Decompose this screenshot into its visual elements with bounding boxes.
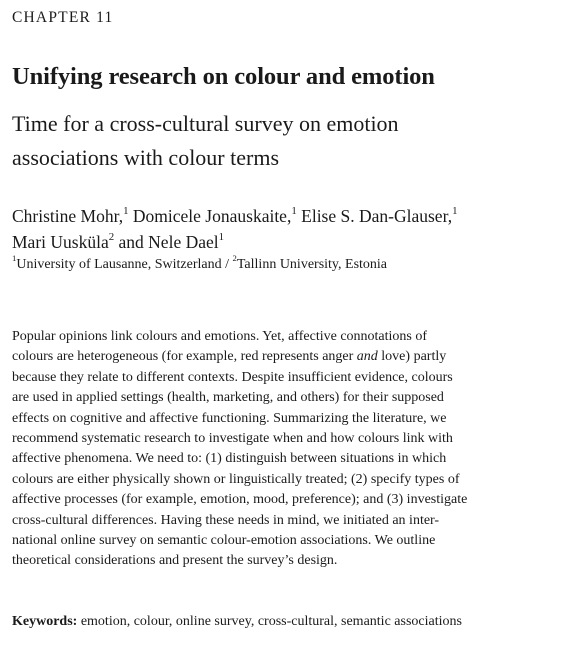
abstract-line: cross-cultural differences. Having these needs in mind, we initiated an inter- [12, 512, 440, 528]
abstract-line: national online survey on semantic colour-emotion associations. We outline [12, 533, 436, 549]
abstract-line: colours are either physically shown or linguistically treated; (2) specify types of [12, 471, 460, 487]
affiliation-marker: 1 [291, 205, 297, 218]
abstract-line: affective processes (for example, emotion, mood, preference); and (3) investigate [12, 492, 468, 508]
abstract-line: theoretical considerations and present the survey’s design. [12, 553, 338, 569]
affiliation-text: University of Lausanne, Switzerland / [16, 257, 233, 272]
keywords-text: emotion, colour, online survey, cross-cultural, semantic associations [77, 614, 462, 629]
chapter-title: Unifying research on colour and emotion [12, 63, 435, 90]
abstract-line: affective phenomena. We need to: (1) distinguish between situations in which [12, 451, 447, 467]
affiliation-marker: 1 [218, 231, 225, 244]
abstract [12, 327, 467, 572]
affiliation-marker: 1 [12, 253, 17, 264]
affiliation-marker: 2 [232, 253, 237, 264]
abstract-line [12, 347, 467, 367]
author-list [12, 203, 458, 255]
abstract-line: because they relate to different contexts. Despite insufficient evidence, colours [12, 369, 453, 385]
abstract-line: recommend systematic research to investigate when and how colours link with [12, 431, 453, 447]
author-name: and Nele Dael [114, 232, 219, 252]
author-name: Domicele Jonauskaite, [128, 206, 292, 226]
abstract-emphasis: and [356, 349, 378, 365]
abstract-text: colours are heterogeneous (for example, red represents anger [12, 349, 357, 365]
abstract-text: love) partly [377, 349, 447, 365]
chapter-subtitle [12, 107, 399, 175]
abstract-line: are used in applied settings (health, marketing, and others) for their supposed [12, 390, 444, 406]
keywords-label: Keywords: [12, 614, 78, 629]
affiliation-marker: 1 [123, 205, 129, 218]
author-name: Elise S. Dan-Glauser, [296, 206, 453, 226]
affiliation-text: Tallinn University, Estonia [236, 257, 388, 272]
affiliations [12, 253, 388, 273]
subtitle-line: Time for a cross-cultural survey on emotion [12, 111, 399, 136]
abstract-line: effects on cognitive and affective functioning. Summarizing the literature, we [12, 410, 447, 426]
affiliation-marker: 1 [452, 205, 458, 218]
author-name: Christine Mohr, [12, 206, 124, 226]
author-name: Mari Uusküla [12, 232, 109, 252]
author-line [12, 229, 458, 255]
keywords [12, 614, 462, 630]
chapter-label: CHAPTER 11 [12, 9, 114, 26]
abstract-line: Popular opinions link colours and emotions. Yet, affective connotations of [12, 329, 428, 344]
author-line [12, 203, 458, 229]
affiliation-marker: 2 [108, 231, 115, 244]
subtitle-line: associations with colour terms [12, 145, 280, 170]
